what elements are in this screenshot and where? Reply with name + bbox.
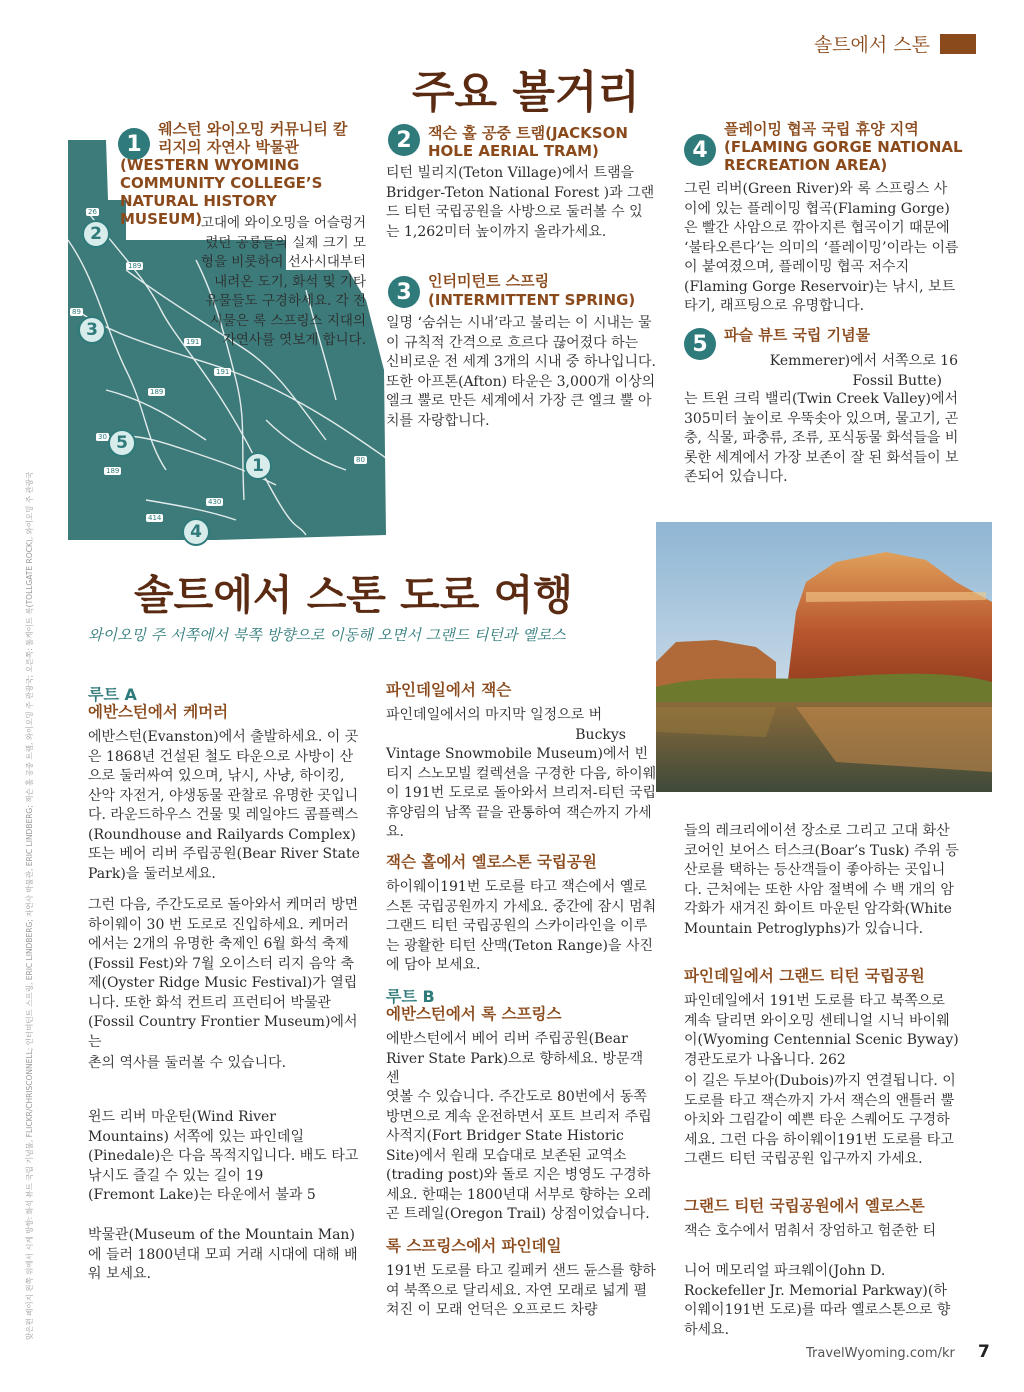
route-b-title: 에반스턴에서 록 스프링스	[386, 1005, 562, 1023]
item-5-title-kr: 파슬 뷰트 국립 기념물	[724, 326, 871, 344]
route-a-title: 에반스턴에서 케머러	[88, 703, 229, 721]
item-4-number: 4	[684, 134, 716, 166]
route-a-paragraph-2: 그런 다음, 주간도로로 돌아와서 케머러 방면 하이웨이 30 번 도로로 진입하세요. 케머러에서는 2개의 유명한 축제인 6월 화석 축제(Fossil Fest)와 7월 오이스터 리지 음악 축제(Oyster Ridge Music Festival)가 열립니다. 또한 화석 컨트리 프런티어 박물관(Fossil Country Frontier Museum)에서는	[88, 897, 359, 1050]
page-number: 7	[978, 1342, 990, 1362]
item-2-text: 티턴 빌리지(Teton Village)에서 트램을 Bridger-Teton National Forest )과 그랜드 티턴 국립공원을 사방으로 둘러볼 수 있는 1,262미터 높이까지 올라가세요.	[386, 165, 655, 240]
item-4-text: 그린 리버(Green River)와 록 스프링스 사이에 있는 플레이밍 협곡(Flaming Gorge)은 빨간 사암으로 깎아지른 협곡이기 때문에 ‘불타오른다’는 의미의 ‘플레이밍’이라는 이름이 붙여졌으며, 플레이밍 협곡 저수지(Flaming Gorge Reservoir)는 낚시, 보트 타기, 래프팅으로 유명합니다.	[684, 181, 959, 314]
road-label-26: 26	[88, 208, 97, 216]
column-3-paragraph-1: 들의 레크리에이션 장소로 그리고 고대 화산 코어인 보어스 터스크(Boar’s Tusk) 주위 등산로를 택하는 등산객들이 좋아하는 곳입니다. 근처에는 또한 사암 절벽에 수 백 개의 암각화가 새겨진 화이트 마운틴 암각화(White Mountain Petroglyphs)가 있습니다.	[684, 823, 959, 937]
road-label-430: 430	[208, 498, 222, 506]
road-label-80: 80	[356, 456, 365, 464]
item-3-title-kr: 인터미턴트 스프링	[428, 272, 550, 290]
photo-illustration	[656, 522, 992, 792]
road-label-191-mid: 191	[216, 368, 230, 376]
item-5-number: 5	[684, 328, 716, 360]
pinedale-jackson-paragraph-3: Vintage Snowmobile Museum)에서 빈티지 스노모빌 컬렉션을 구경한 다음, 하이웨이 191번 도로로 돌아와서 브리저-티턴 국립 휴양림의 남쪽 끝을 관통하여 잭슨까지 가세요.	[386, 746, 657, 840]
item-4-title-kr: 플레이밍 협곡 국립 휴양 지역	[724, 120, 919, 138]
item-1-number: 1	[118, 128, 150, 160]
pinedale-grand-teton-title: 파인데일에서 그랜드 티턴 국립공원	[684, 967, 925, 985]
road-label-30: 30	[98, 433, 107, 441]
pinedale-jackson-paragraph-2: Buckys	[575, 727, 626, 743]
jackson-yellowstone-title: 잭슨 홀에서 옐로스톤 국립공원	[386, 853, 597, 871]
pinedale-jackson-paragraph-1: 파인데일에서의 마지막 일정으로 버	[386, 707, 603, 723]
roadtrip-title: 솔트에서 스톤 도로 여행	[134, 571, 573, 619]
page-title: 주요 볼거리	[412, 67, 640, 118]
route-b-label: 루트 B	[386, 987, 435, 1006]
route-a-label: 루트 A	[88, 685, 137, 704]
item-2-number: 2	[388, 124, 420, 156]
route-a-paragraph-3: 촌의 역사를 둘러볼 수 있습니다.	[88, 1055, 287, 1071]
item-3-number: 3	[388, 276, 420, 308]
roadtrip-subtitle: 와이오밍 주 서쪽에서 북쪽 방향으로 이동해 오면서 그랜드 티턴과 옐로스	[88, 626, 566, 644]
map-marker-1: 1	[244, 452, 272, 480]
grand-teton-yellowstone-paragraph-1: 잭슨 호수에서 멈춰서 장엄하고 험준한 티	[684, 1223, 937, 1239]
item-1-text: 고대에 와이오밍을 어슬렁거렸던 공룡들의 실제 크기 모형을 비롯하여 선사시대부터 내려온 도기, 화석 및 기타 유물들도 구경하세요. 각 전시물은 록 스프링스 지대의 자연사를 엿보게 합니다.	[200, 215, 366, 348]
rock-pinedale-paragraph: 191번 도로를 타고 킬페커 샌드 듄스를 향하여 북쪽으로 달리세요. 자연 모래로 넓게 펼쳐진 이 모래 언덕은 오프로드 차량	[386, 1263, 656, 1318]
jackson-yellowstone-paragraph: 하이웨이191번 도로를 타고 잭슨에서 옐로스톤 국립공원까지 가세요. 중간에 잠시 멈춰 그랜드 티턴 국립공원의 스카이라인을 이루는 광활한 티턴 산맥(Teton Range)을 사진에 담아 보세요.	[386, 879, 657, 973]
route-a-paragraph-4: 윈드 리버 마운틴(Wind River Mountains) 서쪽에 있는 파인데일(Pinedale)은 다음 목적지입니다. 배도 타고 낚시도 즐길 수 있는 길이 19	[88, 1109, 359, 1184]
road-label-189-mid: 189	[150, 388, 164, 396]
road-label-191-north: 191	[186, 338, 200, 346]
pinedale-grand-teton-paragraph-1: 파인데일에서 191번 도로를 타고 북쪽으로 계속 달리면 와이오밍 센테니얼 시닉 바이웨이(Wyoming Centennial Scenic Byway) 경관도로가 나옵니다. 262	[684, 993, 959, 1068]
route-a-paragraph-5: (Fremont Lake)는 타운에서 불과 5	[88, 1187, 316, 1203]
item-5-text-b: Fossil Butte)	[852, 373, 942, 389]
rock-pinedale-title: 록 스프링스에서 파인데일	[386, 1237, 562, 1255]
pinedale-grand-teton-paragraph-2: 이 길은 두보아(Dubois)까지 연결됩니다. 이 도로를 타고 잭슨까지 가서 잭슨의 앤틀러 뿔 아치와 그림같이 예쁜 타운 스퀘어도 구경하세요. 그런 다음 하이웨이191번 도로를 타고 그랜드 티턴 국립공원 입구까지 가세요.	[684, 1073, 956, 1167]
route-b-paragraph-1: 에반스턴에서 베어 리버 주립공원(Bear River State Park)으로 향하세요. 방문객 센	[386, 1031, 644, 1086]
road-label-414: 414	[148, 514, 162, 522]
map-marker-3: 3	[78, 316, 106, 344]
section-tag	[814, 30, 976, 57]
item-4-title-en: (FLAMING GORGE NATIONAL RECREATION AREA)	[724, 138, 963, 174]
map-marker-4: 4	[182, 518, 210, 546]
footer-url[interactable]: TravelWyoming.com/kr	[806, 1346, 955, 1361]
item-5-text-a: Kemmerer)에서 서쪽으로 16	[769, 353, 958, 369]
grand-teton-yellowstone-paragraph-2: 니어 메모리얼 파크웨이(John D. Rockefeller Jr. Memorial Parkway)(하이웨이191번 도로)를 따라 옐로스톤으로 향하세요.	[684, 1263, 951, 1338]
item-2-title-kr: 잭슨 홀 공중 트램(JACKSON	[428, 124, 628, 142]
grand-teton-yellowstone-title: 그랜드 티턴 국립공원에서 옐로스톤	[684, 1197, 925, 1215]
map-marker-5: 5	[108, 429, 136, 457]
section-tag-bar	[940, 34, 976, 54]
map-marker-2: 2	[82, 220, 110, 248]
road-label-189-north: 189	[128, 262, 142, 270]
photo-credit	[14, 471, 44, 1340]
route-a-paragraph-6: 박물관(Museum of the Mountain Man)에 들러 1800년대 모피 거래 시대에 대해 배워 보세요.	[88, 1227, 358, 1282]
photo-credit-text: 맞은편 페이지 왼쪽 위에서 시계 방향: 화석 뷰트 국립 기념물, FLICKR/CHRISCONNELL; 인터미턴트 스프링, ERIC LINDBERG; 자연사 박물관, ERIC LINDBERG; 잭슨 홀 공중 트램, 와이오밍 주 관광국; 오른쪽: 톨게이트 록(TOLLGATE ROCK), 와이오밍 주 관광국	[25, 471, 34, 1340]
route-a-paragraph-1: 에반스턴(Evanston)에서 출발하세요. 이 곳은 1868년 건설된 철도 타운으로 사방이 산으로 둘러싸여 있으며, 낚시, 사냥, 하이킹, 산악 자전거, 야생동물 관찰로 유명한 곳입니다. 라운드하우스 건물 및 레일야드 콤플렉스(Roundhouse and Railyards Complex) 또는 베어 리버 주립공원(Bear River State Park)을 둘러보세요.	[88, 729, 360, 882]
road-label-89: 89	[72, 308, 81, 316]
item-5-text: 는 트윈 크릭 밸리(Twin Creek Valley)에서 305미터 높이로 우뚝솟아 있으며, 물고기, 곤충, 식물, 파충류, 조류, 포식동물 화석들을 비롯한 세계에서 가장 보존이 잘 된 화석들이 보존되어 있습니다.	[684, 391, 959, 485]
section-tag-label: 솔트에서 스톤	[813, 34, 930, 56]
item-1-title-en: (WESTERN WYOMING COMMUNITY COLLEGE’S NATURAL HISTORY MUSEUM)	[120, 156, 323, 228]
item-1-title-kr: 웨스턴 와이오밍 커뮤니티 칼리지의 자연사 박물관	[158, 120, 348, 156]
item-3-text: 일명 ‘숨쉬는 시내’라고 불리는 이 시내는 물이 규칙적 간격으로 흐르다 끊어졌다 하는 신비로운 전 세계 3개의 시내 중 하나입니다. 또한 아프톤(Afton) 타운은 3,000개 이상의 엘크 뿔로 만든 세계에서 가장 큰 엘크 뿔 아치를 자랑합니다.	[386, 315, 656, 429]
route-b-paragraph-2: 엿볼 수 있습니다. 주간도로 80번에서 동쪽 방면으로 계속 운전하면서 포트 브리저 주립 사적지(Fort Bridger State Historic Site)에서 원래 모습대로 보존된 교역소(trading post)와 돌로 지은 병영도 구경하세요. 한때는 1800년대 서부로 향하는 오레곤 트레일(Oregon Trail) 상점이었습니다.	[386, 1089, 652, 1222]
item-2-title-en: HOLE AERIAL TRAM)	[428, 142, 599, 160]
road-label-189-south: 189	[106, 467, 120, 475]
item-3-title-en: (INTERMITTENT SPRING)	[428, 291, 636, 309]
pinedale-jackson-title: 파인데일에서 잭슨	[386, 681, 512, 699]
landscape-photo	[656, 522, 992, 792]
